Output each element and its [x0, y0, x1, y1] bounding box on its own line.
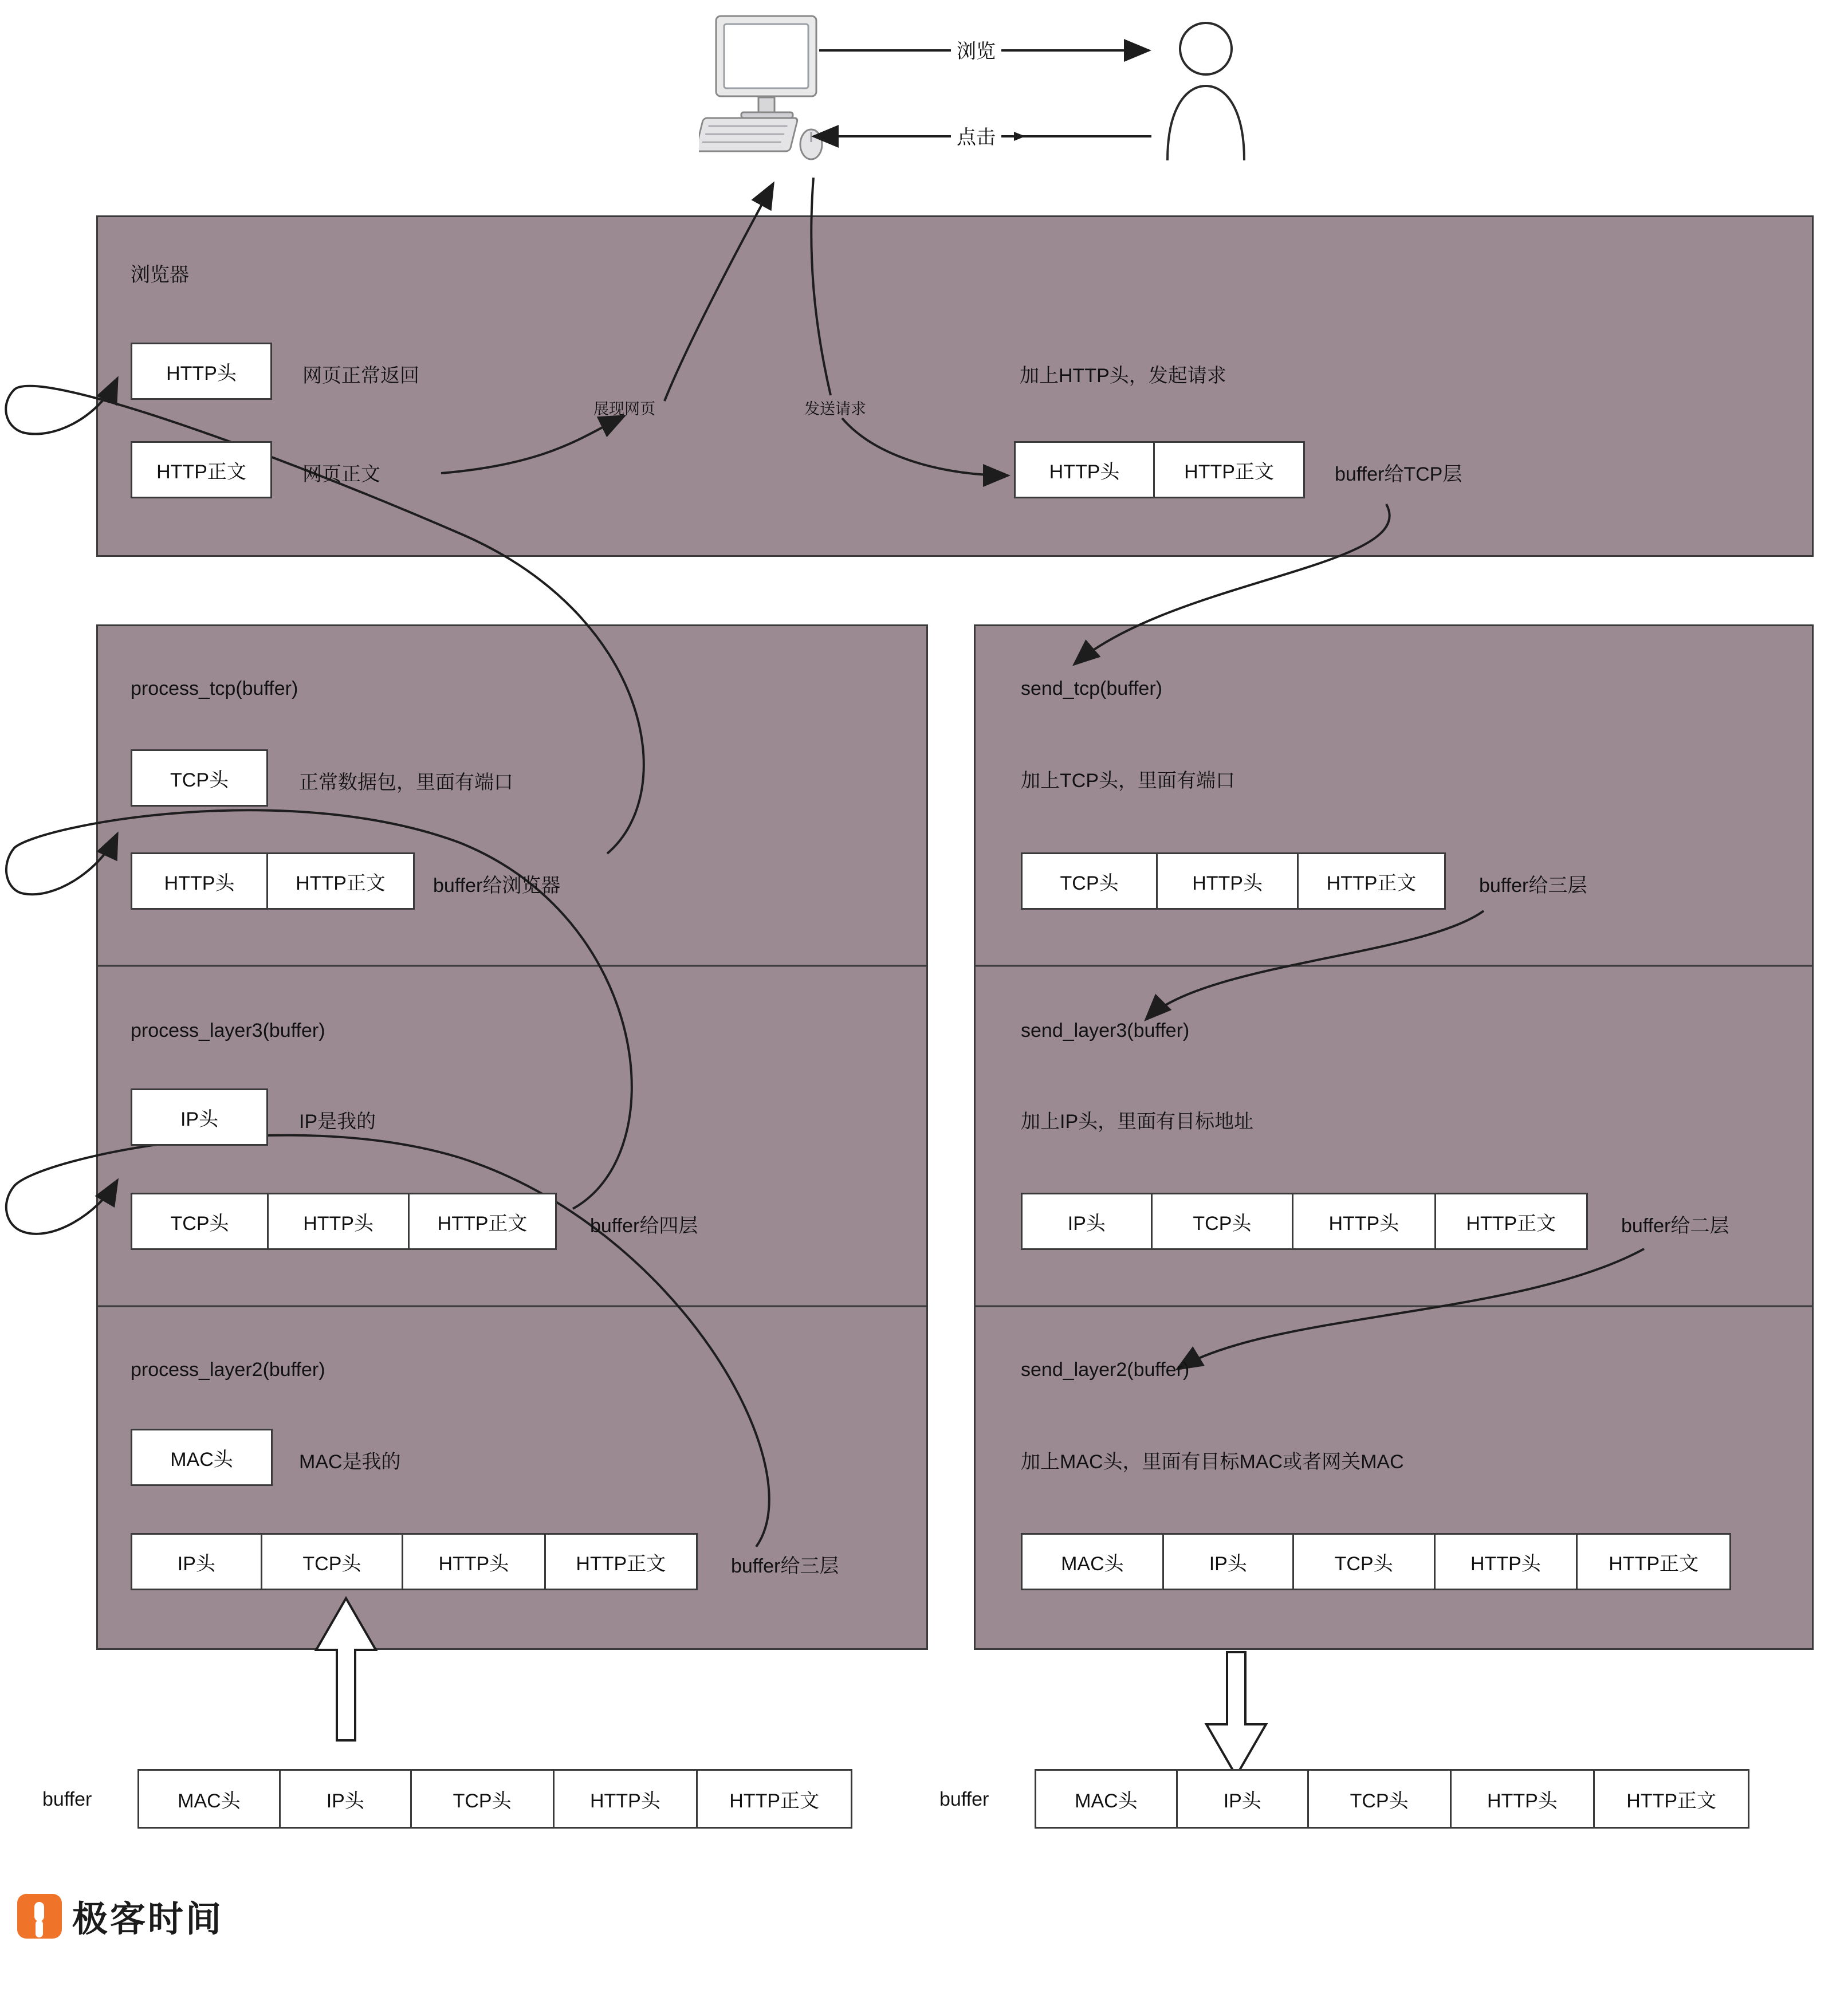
packet-cell: HTTP正文 [1436, 1194, 1586, 1248]
recv-tcp-buffer-note: buffer给浏览器 [433, 875, 561, 897]
cell-http-header: HTTP头 [132, 344, 270, 398]
right-buffer-label: buffer [939, 1788, 989, 1810]
recv-layer3-buffer-note: buffer给四层 [590, 1215, 698, 1237]
packet-cell: HTTP头 [1436, 1535, 1578, 1589]
packet-cell: HTTP头 [1293, 1194, 1436, 1248]
packet-cell: TCP头 [1153, 1194, 1294, 1248]
buffer-cell: HTTP正文 [1595, 1771, 1748, 1827]
send-layer3-packet [1021, 1193, 1588, 1250]
browser-add-http-note: 加上HTTP头，发起请求 [1020, 365, 1226, 387]
recv-layer2-note: MAC是我的 [299, 1451, 401, 1473]
browser-packet [1014, 441, 1305, 498]
render-page-label: 展现网页 [593, 400, 655, 418]
process-layer2-title: process_layer2(buffer) [131, 1359, 325, 1381]
recv-layer2-packet [131, 1533, 698, 1590]
cell-mac-header: MAC头 [132, 1430, 271, 1484]
recv-layer3-packet [131, 1193, 557, 1250]
packet-cell: HTTP正文 [410, 1194, 555, 1248]
packet-cell: TCP头 [1294, 1535, 1436, 1589]
packet-cell: HTTP头 [132, 854, 268, 908]
packet-cell: HTTP正文 [546, 1535, 696, 1589]
packet-cell: HTTP正文 [268, 854, 413, 908]
send-request-label: 发送请求 [804, 400, 866, 418]
buffer-cell: HTTP头 [1452, 1771, 1595, 1827]
recv-layer2-buffer-note: buffer给三层 [731, 1555, 839, 1577]
right-buffer-row [1035, 1769, 1749, 1829]
geektime-logo-icon [17, 1894, 62, 1939]
desktop-computer-icon [699, 11, 848, 178]
process-layer3-title: process_layer3(buffer) [131, 1020, 325, 1041]
send-layer3-title: send_layer3(buffer) [1021, 1020, 1190, 1041]
send-layer3-buffer-note: buffer给二层 [1621, 1215, 1729, 1237]
click-label: 点击 [951, 121, 1001, 150]
buffer-cell: TCP头 [1309, 1771, 1452, 1827]
packet-cell: TCP头 [1023, 854, 1158, 908]
cell-tcp-header: TCP头 [132, 751, 266, 805]
packet-cell: HTTP正文 [1299, 854, 1444, 908]
browser-http-body-note: 网页正文 [302, 463, 380, 485]
buffer-cell: MAC头 [139, 1771, 281, 1827]
packet-cell: MAC头 [1023, 1535, 1164, 1589]
left-buffer-row [137, 1769, 852, 1829]
packet-cell: IP头 [1023, 1194, 1153, 1248]
buffer-cell: MAC头 [1036, 1771, 1178, 1827]
send-layer2-title: send_layer2(buffer) [1021, 1359, 1190, 1381]
send-layer2-note: 加上MAC头，里面有目标MAC或者网关MAC [1021, 1451, 1404, 1473]
recv-tcp-header-box [131, 749, 268, 807]
buffer-cell: HTTP头 [555, 1771, 698, 1827]
left-buffer-label: buffer [42, 1788, 92, 1810]
send-tcp-packet [1021, 852, 1446, 910]
buffer-cell: IP头 [1178, 1771, 1309, 1827]
packet-cell: HTTP正文 [1578, 1535, 1729, 1589]
packet-cell: IP头 [132, 1535, 262, 1589]
send-tcp-note: 加上TCP头，里面有端口 [1021, 770, 1235, 792]
cell-ip-header: IP头 [132, 1090, 266, 1144]
browser-http-body-box [131, 441, 272, 498]
recv-mac-header-box [131, 1429, 273, 1486]
buffer-cell: IP头 [281, 1771, 412, 1827]
brand-logo [17, 1890, 223, 1941]
recv-layer3-note: IP是我的 [299, 1111, 376, 1133]
browser-http-header-box [131, 343, 272, 400]
packet-cell: HTTP头 [1158, 854, 1299, 908]
recv-tcp-packet [131, 852, 415, 910]
browser-http-header-note: 网页正常返回 [302, 365, 419, 387]
packet-cell: HTTP头 [403, 1535, 545, 1589]
recv-ip-header-box [131, 1088, 268, 1146]
browser-panel-title: 浏览器 [131, 264, 189, 286]
send-tcp-title: send_tcp(buffer) [1021, 678, 1162, 699]
packet-cell: HTTP正文 [1155, 443, 1303, 497]
packet-cell: HTTP头 [1016, 443, 1155, 497]
process-tcp-title: process_tcp(buffer) [131, 678, 298, 699]
packet-cell: TCP头 [132, 1194, 269, 1248]
buffer-cell: TCP头 [412, 1771, 555, 1827]
browser-buffer-note: buffer给TCP层 [1335, 463, 1462, 485]
cell-http-body: HTTP正文 [132, 443, 270, 497]
packet-cell: IP头 [1164, 1535, 1294, 1589]
send-layer3-note: 加上IP头，里面有目标地址 [1021, 1111, 1254, 1133]
send-layer2-packet [1021, 1533, 1731, 1590]
send-tcp-buffer-note: buffer给三层 [1479, 875, 1587, 897]
recv-tcp-note: 正常数据包，里面有端口 [299, 772, 513, 793]
browse-label: 浏览 [951, 36, 1001, 64]
packet-cell: TCP头 [262, 1535, 404, 1589]
packet-cell: HTTP头 [269, 1194, 410, 1248]
buffer-cell: HTTP正文 [698, 1771, 851, 1827]
brand-name: 极客时间 [72, 1900, 224, 1939]
user-person-icon [1157, 17, 1255, 160]
